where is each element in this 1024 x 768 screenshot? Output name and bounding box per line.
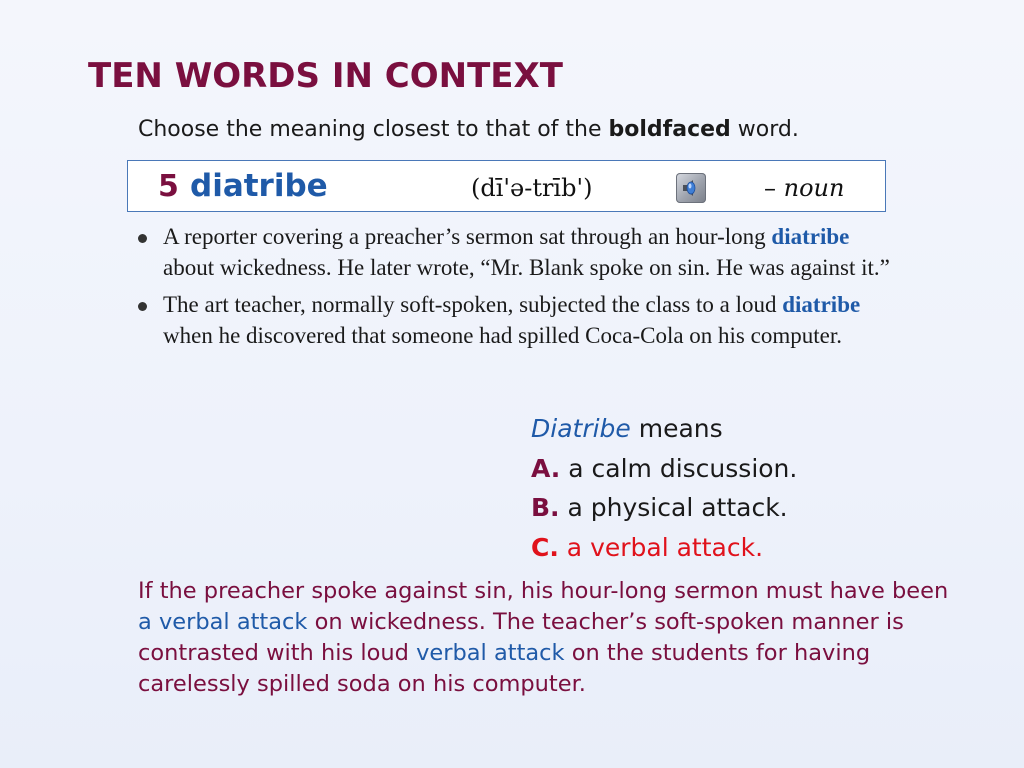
option-text: a physical attack.: [559, 493, 788, 522]
explanation-part: If the preacher spoke against sin, his hour-long sermon must have been: [138, 578, 949, 604]
instruction-bold: boldfaced: [608, 117, 731, 142]
part-of-speech-label: noun: [783, 174, 845, 202]
sentence-keyword: diatribe: [771, 224, 850, 249]
speaker-icon-glyph: [679, 176, 703, 200]
part-of-speech-dash: –: [764, 174, 784, 202]
explanation-part: on wickedness. The teacher’s soft-spoken manner is contrasted with his loud: [138, 609, 904, 666]
question-stem: [531, 409, 797, 449]
context-sentence-2: [138, 290, 898, 351]
explanation-text: [138, 576, 968, 700]
vocabulary-word: diatribe: [190, 168, 328, 204]
context-sentence-1: [138, 222, 898, 283]
instruction-text: [138, 117, 799, 142]
option-letter: A.: [531, 453, 561, 483]
sentence-text: when he discovered that someone had spilled Coca-Cola on his computer.: [163, 322, 842, 348]
sentence-text: A reporter covering a preacher’s sermon sat through an hour-long: [163, 224, 772, 249]
sentence-text: The art teacher, normally soft-spoken, subjected the class to a loud: [163, 292, 783, 317]
part-of-speech: [764, 174, 844, 202]
sentence-text: about wickedness. He later wrote, “Mr. Blank spoke on sin. He was against it.”: [163, 254, 890, 280]
bullet-icon: [138, 234, 147, 243]
explanation-part: on the students for having carelessly spilled soda on his computer.: [138, 640, 871, 697]
option-b[interactable]: [531, 488, 797, 528]
option-letter: B.: [531, 493, 560, 522]
option-text: a verbal attack.: [558, 532, 764, 562]
context-sentences: [138, 222, 898, 358]
vocabulary-word-box: [127, 160, 886, 212]
instruction-after: word.: [730, 117, 799, 142]
instruction-before: Choose the meaning closest to that of the: [138, 117, 609, 142]
question-keyword: Diatribe: [531, 414, 631, 443]
bullet-icon: [138, 302, 147, 311]
page-title: TEN WORDS IN CONTEXT: [88, 56, 563, 96]
option-text: a calm discussion.: [560, 453, 798, 483]
option-c[interactable]: [531, 528, 797, 568]
explanation-keyword: a verbal attack: [138, 609, 308, 635]
question-stem-text: means: [630, 414, 723, 443]
explanation-keyword: verbal attack: [416, 640, 565, 666]
option-a[interactable]: [531, 449, 797, 489]
sentence-keyword: diatribe: [782, 292, 861, 317]
pronunciation: (dī'ə-trīb'): [471, 174, 593, 202]
option-letter: C.: [531, 532, 559, 562]
word-number: 5: [158, 169, 179, 204]
question-block: [531, 409, 797, 567]
speaker-icon[interactable]: [676, 173, 706, 203]
